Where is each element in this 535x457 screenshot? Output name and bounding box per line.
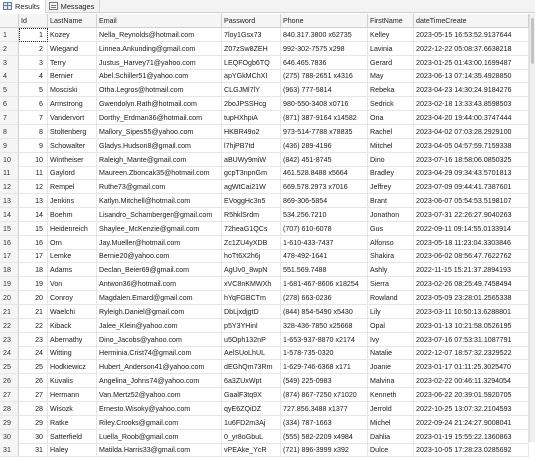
datetimecreate-cell[interactable]: 2023-01-17 01:11:25.3025470 [414,360,529,374]
scrollbar-thumb[interactable] [531,18,534,64]
row-number[interactable]: 23 [0,333,19,347]
datetimecreate-cell[interactable]: 2023-05-15 16:53:52.9137644 [414,28,529,42]
datetimecreate-cell[interactable]: 2023-04-20 19:44:00.3747444 [414,111,529,125]
datetimecreate-cell[interactable]: 2023-01-25 01:43:00.1699487 [414,56,529,70]
lastname-cell[interactable]: Wisozk [48,402,97,416]
datetimecreate-cell[interactable]: 2023-07-31 22:26:27.9040263 [414,208,529,222]
phone-cell[interactable]: 980-550-3408 x0716 [281,97,368,111]
datetimecreate-cell[interactable]: 2023-01-19 15:55:22.1360863 [414,430,529,444]
id-cell[interactable]: 31 [19,443,48,457]
datetimecreate-cell[interactable]: 2023-06-13 07:14:35.4928850 [414,69,529,83]
id-cell[interactable]: 25 [19,360,48,374]
datetimecreate-cell[interactable]: 2023-07-09 09:44:41.7387601 [414,180,529,194]
table-row[interactable] [0,194,529,208]
firstname-cell[interactable]: Bradley [368,166,414,180]
phone-cell[interactable]: (963) 777-5814 [281,83,368,97]
column-header-id[interactable]: Id [19,14,48,28]
row-number[interactable]: 31 [0,443,19,457]
email-cell[interactable]: Luella_Roob@gmail.com [97,430,222,444]
lastname-cell[interactable]: Armstrong [48,97,97,111]
row-number[interactable]: 13 [0,194,19,208]
email-cell[interactable]: Otha.Legros@hotmail.com [97,83,222,97]
email-cell[interactable]: Jay.Mueller@hotmail.com [97,236,222,250]
row-number[interactable]: 8 [0,125,19,139]
password-cell[interactable]: EVoggHc3n5 [222,194,281,208]
email-cell[interactable]: Antwon36@hotmail.com [97,277,222,291]
datetimecreate-cell[interactable]: 2022-11-15 15:21:37.2894193 [414,263,529,277]
firstname-cell[interactable]: Kelley [368,28,414,42]
datetimecreate-cell[interactable]: 2023-05-18 11:23:04.3303846 [414,236,529,250]
id-cell[interactable]: 26 [19,374,48,388]
id-cell[interactable]: 24 [19,346,48,360]
phone-cell[interactable]: 551.569.7488 [281,263,368,277]
row-number[interactable]: 19 [0,277,19,291]
firstname-cell[interactable]: Rebeka [368,83,414,97]
email-cell[interactable]: Shaylee_McKenzie@gmail.com [97,222,222,236]
table-row[interactable] [0,333,529,347]
firstname-cell[interactable]: Jonathon [368,208,414,222]
password-cell[interactable]: vPEAke_YcR [222,443,281,457]
firstname-cell[interactable]: Gerard [368,56,414,70]
phone-cell[interactable]: 328-436-7850 x25668 [281,319,368,333]
row-number[interactable]: 18 [0,263,19,277]
column-header-password[interactable]: Password [222,14,281,28]
row-number[interactable]: 22 [0,319,19,333]
firstname-cell[interactable]: Ivy [368,333,414,347]
column-header-lastname[interactable]: LastName [48,14,97,28]
row-number[interactable]: 28 [0,402,19,416]
password-cell[interactable]: 2boJPSSHcg [222,97,281,111]
datetimecreate-cell[interactable]: 2022-12-22 05:08:37.6638218 [414,42,529,56]
tab-results-label: Results [15,1,40,11]
table-row[interactable] [0,69,529,83]
tab-results[interactable] [0,0,46,13]
phone-cell[interactable]: 869-306-5854 [281,194,368,208]
row-number[interactable]: 15 [0,222,19,236]
email-cell[interactable]: Mallory_Sipes55@yahoo.com [97,125,222,139]
results-grid[interactable] [0,14,529,455]
table-row[interactable] [0,319,529,333]
tab-messages[interactable] [46,0,101,12]
password-cell[interactable]: LEQFOgb6TQ [222,56,281,70]
lastname-cell[interactable]: Lemke [48,249,97,263]
firstname-cell[interactable]: Lavinia [368,42,414,56]
datetimecreate-cell[interactable]: 2023-04-23 14:30:24.9184276 [414,83,529,97]
datetimecreate-cell[interactable]: 2023-06-02 08:56:47.7622762 [414,249,529,263]
email-cell[interactable]: Hubert_Anderson41@yahoo.com [97,360,222,374]
password-cell[interactable]: hoTt6X2h6j [222,249,281,263]
id-cell[interactable]: 4 [19,69,48,83]
row-number[interactable]: 17 [0,249,19,263]
lastname-cell[interactable]: Haley [48,443,97,457]
password-cell[interactable]: AgUv0_8wpN [222,263,281,277]
email-cell[interactable]: Bernie20@yahoo.com [97,249,222,263]
password-cell[interactable]: apYGkMChXI [222,69,281,83]
header-row [0,14,529,28]
phone-cell[interactable]: (334) 787-1663 [281,416,368,430]
password-cell[interactable]: 6a3ZUxWpt [222,374,281,388]
firstname-cell[interactable]: Ona [368,111,414,125]
password-cell[interactable]: 1u6FD2m3Aj [222,416,281,430]
password-cell[interactable]: 72heaG1QCs [222,222,281,236]
datetimecreate-cell[interactable]: 2023-10-05 17:28:23.0285692 [414,443,529,457]
row-number[interactable]: 2 [0,42,19,56]
row-number[interactable]: 7 [0,111,19,125]
table-row[interactable] [0,416,529,430]
grid-icon [3,2,12,10]
lastname-cell[interactable]: Ratke [48,416,97,430]
password-cell[interactable]: GaalF3tq9X [222,388,281,402]
table-row[interactable] [0,97,529,111]
phone-cell[interactable]: 646.465.7836 [281,56,368,70]
id-cell[interactable]: 13 [19,194,48,208]
row-number[interactable]: 1 [0,28,19,42]
row-number[interactable]: 29 [0,416,19,430]
firstname-cell[interactable]: Dino [368,153,414,167]
lastname-cell[interactable]: Stoltenberg [48,125,97,139]
table-row[interactable] [0,249,529,263]
lastname-cell[interactable]: Kiback [48,319,97,333]
row-number[interactable]: 24 [0,346,19,360]
table-row[interactable] [0,222,529,236]
row-number[interactable]: 27 [0,388,19,402]
datetimecreate-cell[interactable]: 2023-02-22 00:46:11.3294054 [414,374,529,388]
row-number[interactable]: 20 [0,291,19,305]
lastname-cell[interactable]: Schowalter [48,139,97,153]
phone-cell[interactable]: 1-610-433-7437 [281,236,368,250]
table-row[interactable] [0,346,529,360]
table-row[interactable] [0,166,529,180]
phone-cell[interactable]: (721) 896-3999 x392 [281,443,368,457]
phone-cell[interactable]: (707) 610-6078 [281,222,368,236]
password-cell[interactable]: hYqFGBCTm [222,291,281,305]
firstname-cell[interactable]: Michel [368,416,414,430]
password-cell[interactable]: p5Y3YHinl [222,319,281,333]
firstname-cell[interactable]: Joanie [368,360,414,374]
id-cell[interactable]: 14 [19,208,48,222]
column-header-phone[interactable]: Phone [281,14,368,28]
datetimecreate-cell[interactable]: 2022-10-25 13:07:32.2104593 [414,402,529,416]
table-row[interactable] [0,374,529,388]
phone-cell[interactable]: 1-629-746-6368 x171 [281,360,368,374]
password-cell[interactable]: Zc1ZU4yXDB [222,236,281,250]
email-cell[interactable]: Riley.Crooks@gmail.com [97,416,222,430]
row-number[interactable]: 14 [0,208,19,222]
email-cell[interactable]: Justus_Harvey71@yahoo.com [97,56,222,70]
phone-cell[interactable]: (275) 788-2651 x4316 [281,69,368,83]
datetimecreate-cell[interactable]: 2023-04-02 07:03:28.2929100 [414,125,529,139]
id-cell[interactable]: 1 [19,28,48,42]
email-cell[interactable]: Gwendolyn.Rath@hotmail.com [97,97,222,111]
table-row[interactable] [0,277,529,291]
row-number[interactable]: 6 [0,97,19,111]
phone-cell[interactable]: 461.528.8488 x5664 [281,166,368,180]
table-row[interactable] [0,153,529,167]
email-cell[interactable]: Linnea.Ankunding@gmail.com [97,42,222,56]
lastname-cell[interactable]: Waelchi [48,305,97,319]
phone-cell[interactable]: (871) 387-9164 x14582 [281,111,368,125]
lastname-cell[interactable]: Vandervort [48,111,97,125]
phone-cell[interactable]: 478-492-1641 [281,249,368,263]
lastname-cell[interactable]: Rempel [48,180,97,194]
datetimecreate-cell[interactable]: 2023-03-11 10:50:13.6288801 [414,305,529,319]
table-row[interactable] [0,305,529,319]
row-number[interactable]: 30 [0,430,19,444]
email-cell[interactable]: Maureen.Zboncak35@hotmail.com [97,166,222,180]
firstname-cell[interactable]: Natalie [368,346,414,360]
email-cell[interactable]: Lisandro_Schamberger@gmail.com [97,208,222,222]
phone-cell[interactable]: (436) 289-4196 [281,139,368,153]
messages-icon [49,2,58,10]
password-cell[interactable]: l7hjPB7td [222,139,281,153]
row-number[interactable]: 11 [0,166,19,180]
lastname-cell[interactable]: Wiegand [48,42,97,56]
table-row[interactable] [0,180,529,194]
password-cell[interactable]: u5Oph132nP [222,333,281,347]
datetimecreate-cell[interactable]: 2023-07-16 07:53:31.1087791 [414,333,529,347]
table-row[interactable] [0,111,529,125]
table-row[interactable] [0,291,529,305]
phone-cell[interactable]: 1-653-937-8870 x2174 [281,333,368,347]
row-number[interactable]: 10 [0,153,19,167]
firstname-cell[interactable]: Sierra [368,277,414,291]
password-cell[interactable]: Z07zSw8ZEH [222,42,281,56]
lastname-cell[interactable]: Adams [48,263,97,277]
password-cell[interactable]: xVC8nKMWXh [222,277,281,291]
table-row[interactable] [0,125,529,139]
id-cell[interactable]: 23 [19,333,48,347]
table-row[interactable] [0,430,529,444]
table-row[interactable] [0,42,529,56]
datetimecreate-cell[interactable]: 2022-09-11 09:14:55.0133914 [414,222,529,236]
password-cell[interactable]: CLGJMl7lY [222,83,281,97]
id-cell[interactable]: 5 [19,83,48,97]
table-row[interactable] [0,139,529,153]
email-cell[interactable]: Dorthy_Erdman36@hotmail.com [97,111,222,125]
lastname-cell[interactable]: Bernier [48,69,97,83]
lastname-cell[interactable]: Orn [48,236,97,250]
firstname-cell[interactable]: Dulce [368,443,414,457]
firstname-cell[interactable]: Shakira [368,249,414,263]
row-number[interactable]: 25 [0,360,19,374]
password-cell[interactable]: HKBR49o2 [222,125,281,139]
phone-cell[interactable]: 1-681-467-8606 x18254 [281,277,368,291]
password-cell[interactable]: agWtCai21W [222,180,281,194]
id-cell[interactable]: 11 [19,166,48,180]
firstname-cell[interactable]: Opal [368,319,414,333]
datetimecreate-cell[interactable]: 2022-12-07 18:57:32.2329522 [414,346,529,360]
id-cell[interactable]: 9 [19,139,48,153]
table-row[interactable] [0,208,529,222]
email-cell[interactable]: Dino_Jacobs@yahoo.com [97,333,222,347]
id-cell[interactable]: 29 [19,416,48,430]
id-cell[interactable]: 18 [19,263,48,277]
id-cell[interactable]: 22 [19,319,48,333]
id-cell[interactable]: 19 [19,277,48,291]
table-row[interactable] [0,236,529,250]
id-cell[interactable]: 10 [19,153,48,167]
firstname-cell[interactable]: Kenneth [368,388,414,402]
phone-cell[interactable]: 534.256.7210 [281,208,368,222]
row-number[interactable]: 3 [0,56,19,70]
password-cell[interactable]: 0_yr8oGbuL [222,430,281,444]
password-cell[interactable]: 7loy1Gsx73 [222,28,281,42]
phone-cell[interactable]: (874) 867-7250 x71020 [281,388,368,402]
lastname-cell[interactable]: Boehm [48,208,97,222]
phone-cell[interactable]: 669.578.2973 x7016 [281,180,368,194]
datetimecreate-cell[interactable]: 2023-07-16 18:58:06.0850325 [414,153,529,167]
email-cell[interactable]: Gladys.Hudson8@gmail.com [97,139,222,153]
firstname-cell[interactable]: Malvina [368,374,414,388]
firstname-cell[interactable]: Alfonso [368,236,414,250]
id-cell[interactable]: 16 [19,236,48,250]
table-row[interactable] [0,402,529,416]
datetimecreate-cell[interactable]: 2023-04-05 04:57:59.7159338 [414,139,529,153]
datetimecreate-cell[interactable]: 2023-04-29 09:34:43.5701813 [414,166,529,180]
table-row[interactable] [0,56,529,70]
phone-cell[interactable]: 1-578-735-0320 [281,346,368,360]
phone-cell[interactable]: 973-514-7788 x78835 [281,125,368,139]
lastname-cell[interactable]: Wintheiser [48,153,97,167]
id-cell[interactable]: 21 [19,305,48,319]
datetimecreate-cell[interactable]: 2022-09-24 21:24:27.9008041 [414,416,529,430]
datetimecreate-cell[interactable]: 2023-02-18 13:33:43.8598503 [414,97,529,111]
phone-cell[interactable]: (555) 582-2209 x4984 [281,430,368,444]
lastname-cell[interactable]: Abernathy [48,333,97,347]
email-cell[interactable]: Declan_Beier69@gmail.com [97,263,222,277]
table-row[interactable] [0,360,529,374]
lastname-cell[interactable]: Heidenreich [48,222,97,236]
column-header-firstname[interactable]: FirstName [368,14,414,28]
password-cell[interactable]: AelSUoLhUL [222,346,281,360]
lastname-cell[interactable]: Gaylord [48,166,97,180]
firstname-cell[interactable]: Rowland [368,291,414,305]
lastname-cell[interactable]: Satterfield [48,430,97,444]
lastname-cell[interactable]: Jenkins [48,194,97,208]
phone-cell[interactable]: 840.317.3800 x62735 [281,28,368,42]
datetimecreate-cell[interactable]: 2023-06-22 20:39:01.5920705 [414,388,529,402]
password-cell[interactable]: R5hklSrdm [222,208,281,222]
vertical-scrollbar[interactable] [529,14,535,442]
firstname-cell[interactable]: Lily [368,305,414,319]
password-cell[interactable]: aBUWy9miW [222,153,281,167]
phone-cell[interactable]: (842) 451-8745 [281,153,368,167]
row-number[interactable]: 26 [0,374,19,388]
email-cell[interactable]: Ruthe73@gmail.com [97,180,222,194]
email-cell[interactable]: Nella_Reynolds@hotmail.com [97,28,222,42]
table-row[interactable] [0,263,529,277]
email-cell[interactable]: Ryleigh.Daniel@gmail.com [97,305,222,319]
corner-cell[interactable] [0,14,19,28]
phone-cell[interactable]: (844) 854-5490 x5430 [281,305,368,319]
email-cell[interactable]: Magdalen.Emard@gmail.com [97,291,222,305]
column-header-datetimecreate[interactable]: dateTimeCreate [414,14,529,28]
lastname-cell[interactable]: Witting [48,346,97,360]
lastname-cell[interactable]: Hermann [48,388,97,402]
table-row[interactable] [0,83,529,97]
row-number[interactable]: 16 [0,236,19,250]
datetimecreate-cell[interactable]: 2023-01-13 10:21:58.0526195 [414,319,529,333]
id-cell[interactable]: 6 [19,97,48,111]
password-cell[interactable]: dEGhQm73Rm [222,360,281,374]
firstname-cell[interactable]: Ashly [368,263,414,277]
id-cell[interactable]: 20 [19,291,48,305]
datetimecreate-cell[interactable]: 2023-06-07 05:54:53.5198107 [414,194,529,208]
firstname-cell[interactable]: Dahlia [368,430,414,444]
email-cell[interactable]: Raleigh_Mante@gmail.com [97,153,222,167]
row-number[interactable]: 12 [0,180,19,194]
id-cell[interactable]: 28 [19,402,48,416]
column-header-email[interactable]: Email [97,14,222,28]
phone-cell[interactable]: (549) 225-0983 [281,374,368,388]
email-cell[interactable]: Herminia.Crist74@gmail.com [97,346,222,360]
password-cell[interactable]: DbLjxdjgtD [222,305,281,319]
password-cell[interactable]: qyE6ZQiDZ [222,402,281,416]
id-cell[interactable]: 2 [19,42,48,56]
table-row[interactable] [0,388,529,402]
datetimecreate-cell[interactable]: 2023-02-26 08:25:49.7458494 [414,277,529,291]
lastname-cell[interactable]: Terry [48,56,97,70]
email-cell[interactable]: Angelina_Johns74@yahoo.com [97,374,222,388]
password-cell[interactable]: tupHXhpiA [222,111,281,125]
table-row[interactable] [0,28,529,42]
datetimecreate-cell[interactable]: 2023-05-09 23:28:01.2565338 [414,291,529,305]
email-cell[interactable]: Van.Mertz52@yahoo.com [97,388,222,402]
firstname-cell[interactable]: Jerrold [368,402,414,416]
email-cell[interactable]: Jalee_Klein@yahoo.com [97,319,222,333]
row-number[interactable]: 9 [0,139,19,153]
email-cell[interactable]: Katlyn.Mitchell@hotmail.com [97,194,222,208]
email-cell[interactable]: Ernesto.Wisoky@yahoo.com [97,402,222,416]
email-cell[interactable]: Abel.Schiller51@yahoo.com [97,69,222,83]
email-cell[interactable]: Matilda.Harris33@gmail.com [97,443,222,457]
lastname-cell[interactable]: Conroy [48,291,97,305]
firstname-cell[interactable]: Gus [368,222,414,236]
id-cell[interactable]: 12 [19,180,48,194]
results-tabbar [0,0,535,13]
id-cell[interactable]: 27 [19,388,48,402]
id-cell[interactable]: 17 [19,249,48,263]
firstname-cell[interactable]: May [368,69,414,83]
phone-cell[interactable]: 992-302-7575 x298 [281,42,368,56]
lastname-cell[interactable]: Kozey [48,28,97,42]
row-number[interactable]: 4 [0,69,19,83]
id-cell[interactable]: 30 [19,430,48,444]
lastname-cell[interactable]: Von [48,277,97,291]
lastname-cell[interactable]: Kuvalis [48,374,97,388]
table-row[interactable] [0,443,529,457]
firstname-cell[interactable]: Sedrick [368,97,414,111]
row-number[interactable]: 21 [0,305,19,319]
firstname-cell[interactable]: Rachel [368,125,414,139]
lastname-cell[interactable]: Mosciski [48,83,97,97]
lastname-cell[interactable]: Hodkiewicz [48,360,97,374]
firstname-cell[interactable]: Mitchel [368,139,414,153]
row-number[interactable]: 5 [0,83,19,97]
id-cell[interactable]: 3 [19,56,48,70]
id-cell[interactable]: 15 [19,222,48,236]
id-cell[interactable]: 8 [19,125,48,139]
phone-cell[interactable]: 727.856.3488 x1377 [281,402,368,416]
tab-messages-label: Messages [60,1,95,11]
phone-cell[interactable]: (278) 663-0236 [281,291,368,305]
id-cell[interactable]: 7 [19,111,48,125]
firstname-cell[interactable]: Jeffrey [368,180,414,194]
password-cell[interactable]: gcpT3npnGm [222,166,281,180]
firstname-cell[interactable]: Brant [368,194,414,208]
